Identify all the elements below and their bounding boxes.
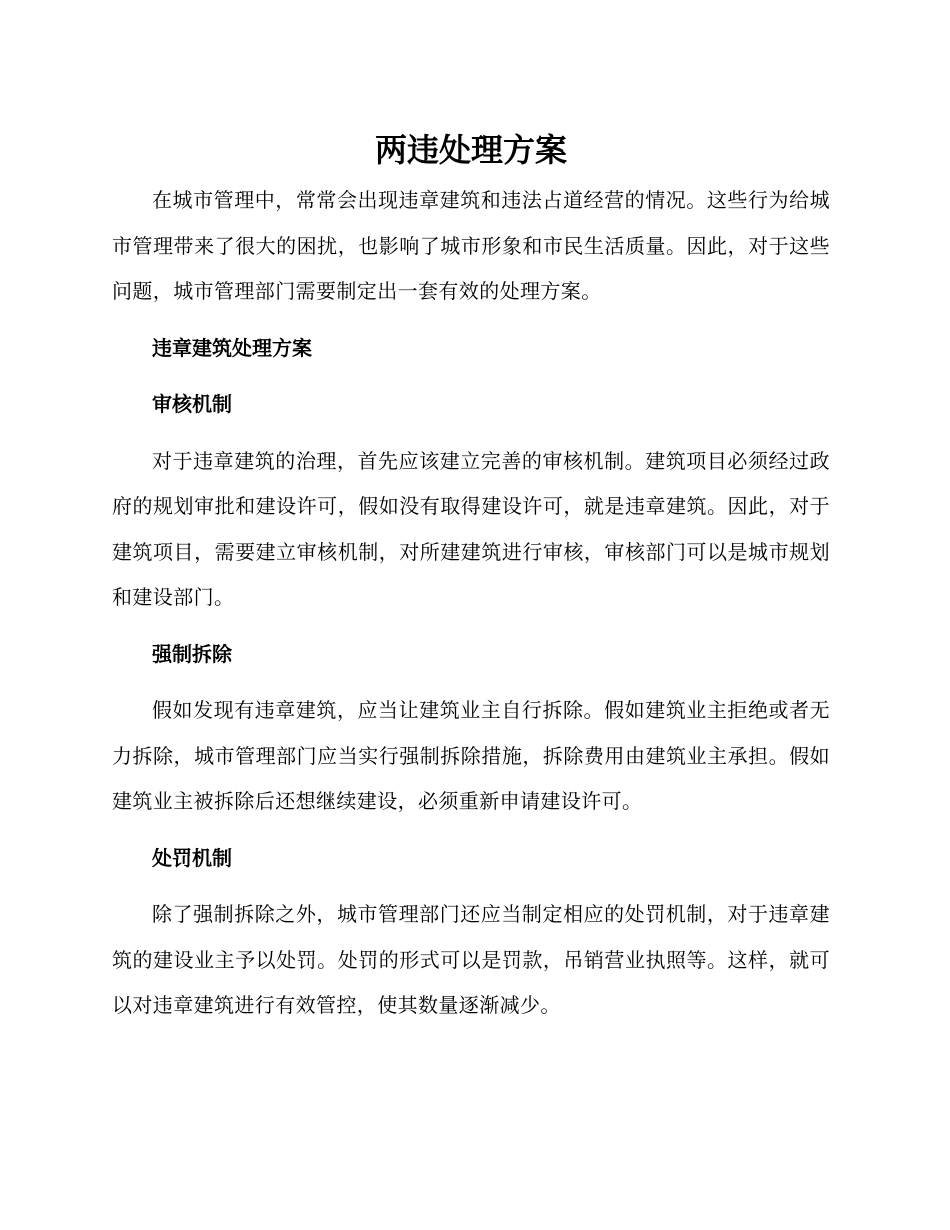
spacer <box>112 315 830 326</box>
spacer <box>112 881 830 892</box>
spacer <box>112 371 830 382</box>
review-paragraph: 对于违章建筑的治理，首先应该建立完善的审核机制。建筑项目必须经过政府的规划审批和建设许可，假如没有取得建设许可，就是违章建筑。因此，对于建筑项目，需要建立审核机制，对所建建筑进行审核，审核部门可以是城市规划和建设部门。 <box>112 448 830 609</box>
intro-paragraph: 在城市管理中，常常会出现违章建筑和违法占道经营的情况。这些行为给城市管理带来了很大的困扰，也影响了城市形象和市民生活质量。因此，对于这些问题，城市管理部门需要制定出一套有效的处理方案。 <box>112 188 830 303</box>
section-heading-penalty: 处罚机制 <box>152 845 232 870</box>
document-title: 两违处理方案 <box>374 131 567 169</box>
section-heading-main: 违章建筑处理方案 <box>152 335 312 360</box>
penalty-paragraph: 除了强制拆除之外，城市管理部门还应当制定相应的处罚机制，对于违章建筑的建设业主予以处罚。处罚的形式可以是罚款，吊销营业执照等。这样，就可以对违章建筑进行有效管控，使其数量逐渐减少。 <box>112 902 830 1017</box>
spacer <box>112 825 830 836</box>
document-body <box>112 128 830 1029</box>
spacer <box>112 621 830 632</box>
demolition-paragraph: 假如发现有违章建筑，应当让建筑业主自行拆除。假如建筑业主拒绝或者无力拆除，城市管理部门应当实行强制拆除措施，拆除费用由建筑业主承担。假如建筑业主被拆除后还想继续建设，必须重新申请建设许可。 <box>112 698 830 813</box>
spacer <box>112 428 830 439</box>
section-heading-demolition: 强制拆除 <box>152 641 232 666</box>
spacer <box>112 677 830 688</box>
section-heading-review: 审核机制 <box>152 392 232 416</box>
